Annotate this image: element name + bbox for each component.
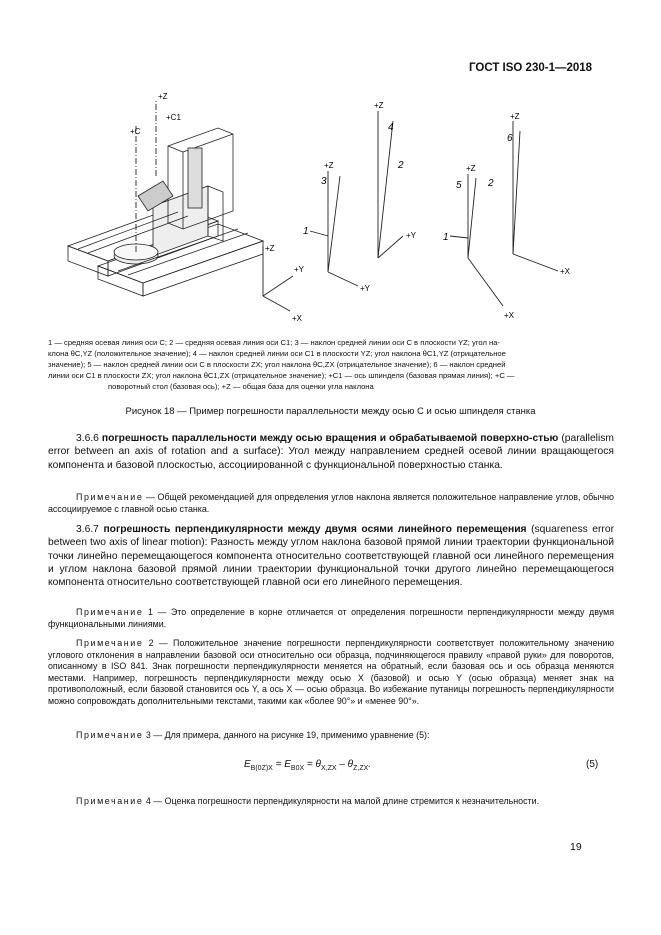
clause-3-6-6	[48, 432, 614, 472]
note-text: 4 — Оценка погрешности перпендикулярности на малой длине стремится к незначительности.	[145, 796, 540, 806]
machine-label-c: +C	[130, 127, 141, 136]
yz-label-z-top: +Z	[374, 101, 384, 110]
note-text: 2 — Положительное значение погрешности перпендикулярности соответствует положительному значению углового отклонения в направлении базовой оси относительно оси образца, подчиняющегося правилу «правой руки» для поворотов, описанному в ISO 841. Знак погрешности перпендикулярности меняется на обратный, если базовая ось и ось образца меняются местами. Например, погрешность перпендикулярности между осью X (базовой) и осью Y (осью образца) меняет знак на противоположный, если базовой становится ось Y, а ось X — осью образца. Во избежание путаницы погрешность перпендикулярности можно сопровождать дополнительными текстами, такими как «более 90°» и «менее 90°».	[48, 638, 614, 706]
caption-line: поворотный стол (базовая ось); +Z — общая база для оценки угла наклона	[108, 382, 374, 391]
machine-tool-drawing	[68, 128, 263, 296]
note-1	[48, 607, 614, 630]
figure-caption	[48, 337, 614, 392]
yz-num-2: 2	[398, 160, 404, 171]
caption-line: линии оси C1 в плоскости ZX; угол наклона θC1,ZX (отрицательное значение); +C1 — ось шпинделя (базовая прямая линия); +C —	[48, 371, 515, 380]
note-text: 3 — Для примера, данного на рисунке 19, применимо уравнение (5):	[145, 730, 430, 740]
formula-sub: Z,ZX	[353, 765, 369, 772]
machine-label-y: +Y	[294, 265, 305, 274]
note-label: Примечание	[76, 607, 144, 617]
zx-label-x: +X	[560, 267, 571, 276]
clause-text: (parallelism error between an axis of rotation and a surface): Угол между направлением средней осевой линии вращающегося компонента и базовой плоскостью, ассоциированной с функциональной поверхностью станка.	[48, 433, 614, 471]
yz-num-1: 1	[303, 226, 309, 237]
zx-num-2: 2	[488, 178, 494, 189]
yz-num-3: 3	[321, 176, 327, 187]
machine-label-z: +Z	[158, 92, 168, 101]
yz-label-y: +Y	[406, 231, 417, 240]
zx-num-1: 1	[443, 232, 449, 243]
formula-theta: – θ	[336, 759, 354, 770]
note-text: — Общей рекомендацией для определения углов наклона является положительное направление углов, обычно ассоциируемое с главной осью станка.	[48, 492, 614, 514]
machine-label-c1: +C1	[166, 113, 181, 122]
clause-term: погрешность перпендикулярности между двумя осями линейного перемещения	[103, 524, 527, 535]
formula-e2: E	[284, 759, 291, 770]
note-3-6-6	[48, 492, 614, 515]
yz-label-z-mid: +Z	[324, 161, 334, 170]
standard-header: ГОСТ ISO 230-1—2018	[469, 62, 593, 74]
clause-number: 3.6.7	[76, 524, 99, 535]
formula-sub: B0X	[290, 765, 305, 772]
clause-text: (squareness error between two axis of linear motion): Разность между углом наклона базовой прямой линии траектории функциональной точки линейно перемещающегося компонента относительно соответствующей главной оси линейного перемещения и углом наклона базовой прямой линии траектории функциональной точки другого линейно перемещающегося компонента относительно соответствующей главной оси его линейного перемещения.	[48, 524, 614, 589]
zx-num-6: 6	[507, 133, 513, 144]
equation-number: (5)	[586, 759, 599, 770]
note-text: 1 — Это определение в корне отличается от определения погрешности перпендикулярности между двумя функциональными линиями.	[48, 607, 615, 629]
note-label: Примечание	[76, 730, 144, 740]
zx-label-x2: +X	[504, 311, 515, 320]
machine-label-x: +X	[292, 314, 303, 323]
caption-line: клона θC,YZ (положительное значение); 4 — наклон средней линии оси C1 в плоскости YZ; угол наклона θC1,YZ (отрицательное	[48, 349, 506, 358]
formula-e: E	[244, 759, 251, 770]
formula-theta: = θ	[304, 759, 321, 770]
page-number: 19	[570, 841, 582, 853]
note-label: Примечание	[76, 638, 144, 648]
caption-line: значение); 5 — наклон средней линии оси C в плоскости ZX; угол наклона θC,ZX (отрицательное значение); 6 — наклон средней	[48, 360, 506, 369]
diagram-zx	[450, 121, 558, 306]
machine-label-z2: +Z	[265, 244, 275, 253]
diagram-yz	[310, 111, 403, 286]
formula-sub: B(0Z)X	[250, 765, 273, 772]
formula-sub: X,ZX	[320, 765, 337, 772]
yz-num-4: 4	[388, 122, 394, 133]
figure-18	[58, 86, 603, 331]
zx-label-z-mid: +Z	[466, 164, 476, 173]
yz-label-y2: +Y	[360, 284, 371, 293]
formula-dot: .	[368, 759, 372, 770]
formula-eq: =	[272, 759, 285, 770]
caption-line: 1 — средняя осевая линия оси C; 2 — средняя осевая линия оси C1; 3 — наклон средней линии оси C в плоскости YZ; угол на-	[48, 338, 500, 347]
note-label: Примечание	[76, 796, 144, 806]
clause-term: погрешность параллельности между осью вращения и обрабатываемой поверхно-стью	[101, 433, 559, 444]
figure-title: Рисунок 18 — Пример погрешности параллельности между осью C и осью шпинделя станка	[125, 406, 536, 417]
clause-number: 3.6.6	[76, 433, 99, 444]
note-3	[48, 730, 614, 742]
note-4	[48, 796, 614, 808]
note-label: Примечание	[76, 492, 144, 502]
zx-label-z-top: +Z	[510, 112, 520, 121]
equation-5	[244, 759, 371, 772]
note-2	[48, 638, 614, 708]
zx-num-5: 5	[456, 180, 462, 191]
clause-3-6-7	[48, 523, 614, 589]
